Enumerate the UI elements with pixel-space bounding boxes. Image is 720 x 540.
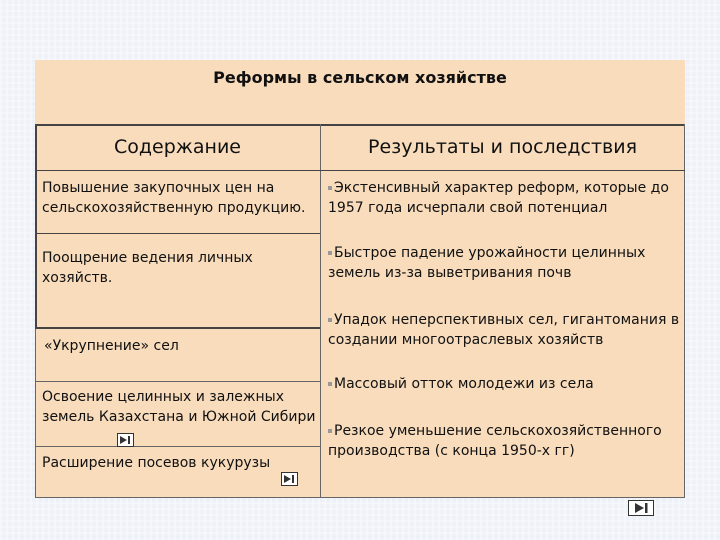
table-bottom-border xyxy=(35,497,685,498)
table-right-border xyxy=(684,124,685,498)
header-row-divider xyxy=(35,170,685,171)
slide-title: Реформы в сельском хозяйстве xyxy=(213,68,507,87)
bullet-icon xyxy=(328,429,332,433)
left-row-divider-4 xyxy=(35,446,320,447)
title-panel xyxy=(35,60,685,124)
right-cell-5 xyxy=(328,421,678,461)
left-row-divider-2 xyxy=(35,327,320,329)
left-cell-1: Повышение закупочных цен на сельскохозяйственную продукцию. xyxy=(42,180,306,216)
left-cell-2: Поощрение ведения личных хозяйств. xyxy=(42,250,253,286)
header-results: Результаты и последствия xyxy=(368,136,637,158)
nav-end-icon[interactable] xyxy=(117,433,134,447)
header-content: Содержание xyxy=(114,136,241,158)
bullet-icon xyxy=(328,251,332,255)
right-cell-5-text: Резкое уменьшение сельскохозяйственного производства (с конца 1950-х гг) xyxy=(328,423,662,459)
right-cell-1-text: Экстенсивный характер реформ, которые до 1957 года исчерпали свой потенциал xyxy=(328,180,669,216)
right-cell-4-text: Массовый отток молодежи из села xyxy=(334,376,594,392)
right-cell-2-text: Быстрое падение урожайности целинных земель из-за выветривания почв xyxy=(328,245,646,281)
left-row-divider-3 xyxy=(35,381,320,382)
right-cell-3 xyxy=(328,310,680,350)
left-cell-3: «Укрупнение» сел xyxy=(44,338,179,354)
left-cell-5: Расширение посевов кукурузы xyxy=(42,455,271,471)
column-divider xyxy=(320,124,321,498)
right-cell-4 xyxy=(328,374,678,394)
right-cell-2 xyxy=(328,243,678,283)
bullet-icon xyxy=(328,186,332,190)
left-cell-4: Освоение целинных и залежных земель Казахстана и Южной Сибири xyxy=(42,389,316,425)
bullet-icon xyxy=(328,382,332,386)
left-row-divider-1 xyxy=(35,233,320,234)
bullet-icon xyxy=(328,318,332,322)
right-cell-1 xyxy=(328,178,678,218)
right-cell-3-text: Упадок неперспективных сел, гигантомания в создании многоотраслевых хозяйств xyxy=(328,312,680,348)
table-left-border-lower xyxy=(35,328,36,498)
nav-end-icon[interactable] xyxy=(628,500,654,516)
nav-end-icon[interactable] xyxy=(281,472,298,486)
